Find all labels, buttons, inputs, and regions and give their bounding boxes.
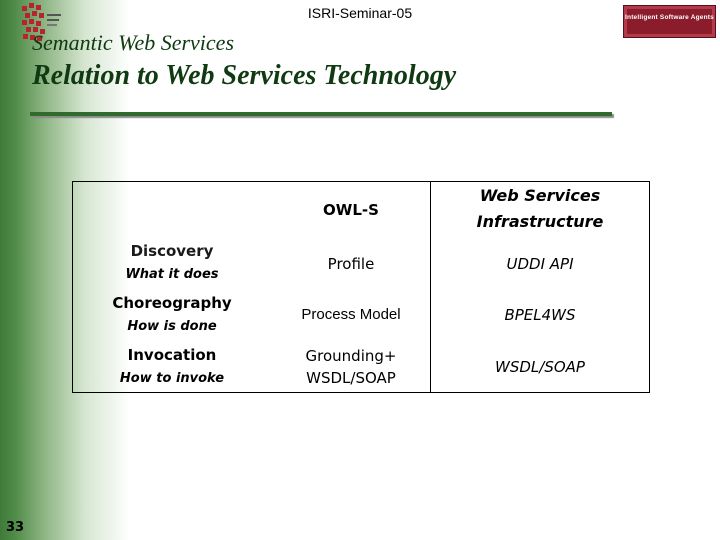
cell-ws-bpel: BPEL4WS <box>504 306 576 324</box>
row-name-invocation: Invocation <box>127 346 217 364</box>
cell-ws-wsdl: WSDL/SOAP <box>495 358 585 376</box>
row-name-choreography: Choreography <box>112 294 232 312</box>
slide-header: ISRI-Seminar-05 <box>307 5 413 21</box>
slide-title: Relation to Web Services Technology <box>32 60 457 91</box>
col-header-ws-line1: Web Services <box>479 186 601 205</box>
row-desc-discovery: What it does <box>125 267 219 282</box>
row-desc-choreography: How is done <box>127 319 217 334</box>
row-name-discovery: Discovery <box>130 242 214 260</box>
cell-owls-process-model: Process Model <box>301 306 401 323</box>
col-header-ws-line2: Infrastructure <box>476 212 604 231</box>
cell-ws-uddi: UDDI API <box>506 255 574 273</box>
col-header-owls: OWL-S <box>323 201 379 219</box>
cell-owls-profile: Profile <box>327 255 375 273</box>
cell-owls-grounding-line2: WSDL/SOAP <box>306 369 396 387</box>
row-desc-invocation: How to invoke <box>119 371 225 386</box>
slide-subtitle: Semantic Web Services <box>32 30 235 55</box>
title-divider <box>30 112 612 116</box>
comparison-table <box>72 181 650 393</box>
page-number: 33 <box>6 520 25 535</box>
logo-text: Intelligent Software Agents <box>625 14 714 21</box>
cell-owls-grounding-line1: Grounding+ <box>305 347 397 365</box>
